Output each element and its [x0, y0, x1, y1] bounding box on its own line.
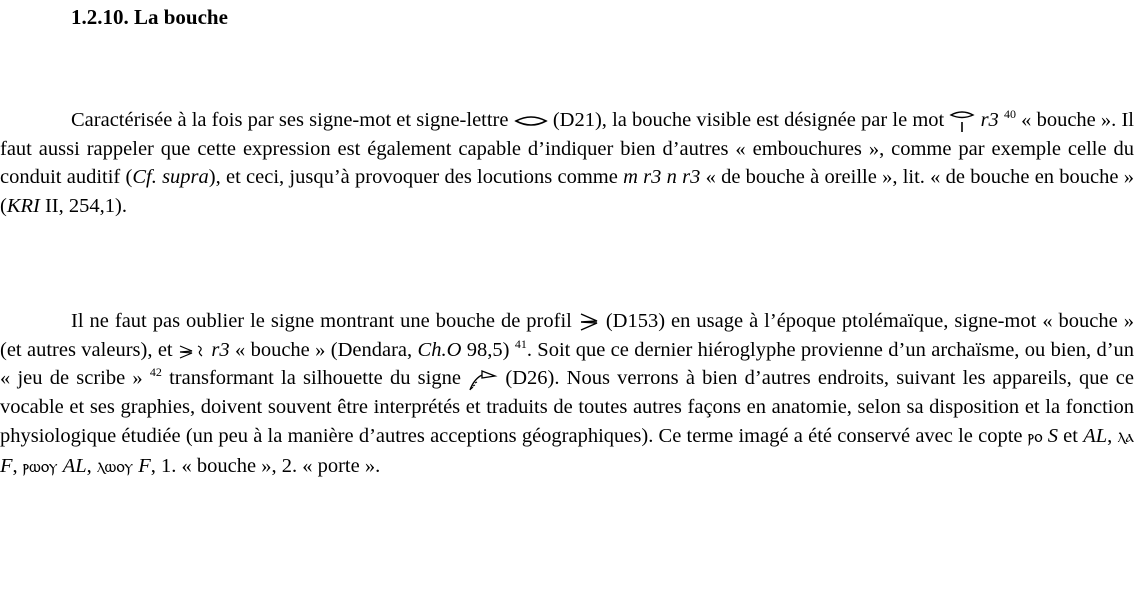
- paragraph-profile-mouth: [0, 307, 1134, 481]
- text-run: 98,5): [461, 338, 515, 361]
- text-run: II, 254,1).: [39, 195, 127, 218]
- dialect-abbreviation: AL: [62, 454, 87, 477]
- dialect-abbreviation: F: [0, 454, 13, 477]
- text-run: « bouche » (Dendara,: [229, 338, 418, 361]
- coptic-word: ⲣⲱⲟⲩ: [22, 456, 58, 477]
- text-run: ,: [86, 454, 97, 477]
- coptic-word: ⲗⲁ: [1117, 426, 1135, 447]
- text-run: (D153) en usage à l’époque ptolémaïque, signe-mot « bouche » (et autres valeurs), et: [0, 310, 1135, 361]
- text-run: Il ne faut pas oublier le signe montrant une bouche de profil: [71, 310, 578, 332]
- transliteration-expression: m r3 n r3: [623, 166, 701, 189]
- citation-ref: Cf. supra: [132, 166, 209, 189]
- text-run: (D21), la bouche visible est désignée par le mot: [547, 109, 950, 131]
- text-run: . Soit que ce dernier hiéroglyphe provienne d’un archaïsme, ou bien, d’un « jeu de scribe »: [0, 338, 1135, 390]
- dialect-abbreviation: AL: [1083, 424, 1108, 447]
- footnote-ref-40[interactable]: 40: [1003, 107, 1016, 121]
- transliteration: r3: [980, 109, 999, 131]
- mouth-stroke-hieroglyph-icon: [949, 109, 975, 133]
- text-run: , 1. « bouche », 2. « porte ».: [150, 454, 381, 477]
- text-run: « de bouche à oreille », lit. « de bouche en bouche » (: [0, 166, 1134, 218]
- dialect-abbreviation: S: [1047, 424, 1058, 447]
- coptic-word: ⲣⲟ: [1027, 426, 1043, 447]
- lips-hieroglyph-d26-icon: [468, 369, 498, 391]
- mouth-hieroglyph-d21-icon: [514, 114, 548, 128]
- text-run: « bouche ». Il faut aussi rappeler que cette expression est également capable d’indiquer bien d’autres « embouchures », comme par exemple celle du conduit auditif (: [0, 109, 1134, 189]
- text-run: ,: [1107, 424, 1118, 447]
- text-run: (D26). Nous verrons à bien d’autres endroits, suivant les appareils, que ce vocable et ses graphies, doivent souvent être interprétés et traduits de toutes autres façons en anatomie, selon sa disposition et la fonction physiologique étudiée (un peu à la manière d’autres acceptions géographiques). Ce terme imagé a été conservé avec le copte: [0, 367, 1134, 447]
- text-run: transformant la silhouette du signe: [161, 367, 469, 390]
- text-run: ,: [12, 454, 23, 477]
- source-abbreviation: KRI: [6, 195, 40, 218]
- footnote-ref-42[interactable]: 42: [149, 365, 162, 380]
- coptic-word: ⲗⲱⲟⲩ: [96, 456, 134, 477]
- footnote-ref-41[interactable]: 41: [514, 336, 527, 351]
- source-abbreviation: Ch.O: [417, 338, 462, 361]
- dialect-abbreviation: F: [138, 454, 151, 477]
- paragraph-mouth-sign: [0, 106, 1134, 221]
- transliteration: r3: [211, 338, 230, 361]
- section-heading: 1.2.10. La bouche: [71, 5, 228, 29]
- profile-mouth-stroke-hieroglyph-icon: [178, 343, 206, 359]
- profile-mouth-hieroglyph-d153-icon: [578, 311, 600, 333]
- text-run: et: [1057, 424, 1084, 447]
- text-run: ), et ceci, jusqu’à provoquer des locutions comme: [208, 166, 624, 189]
- text-run: Caractérisée à la fois par ses signe-mot et signe-lettre: [71, 109, 514, 131]
